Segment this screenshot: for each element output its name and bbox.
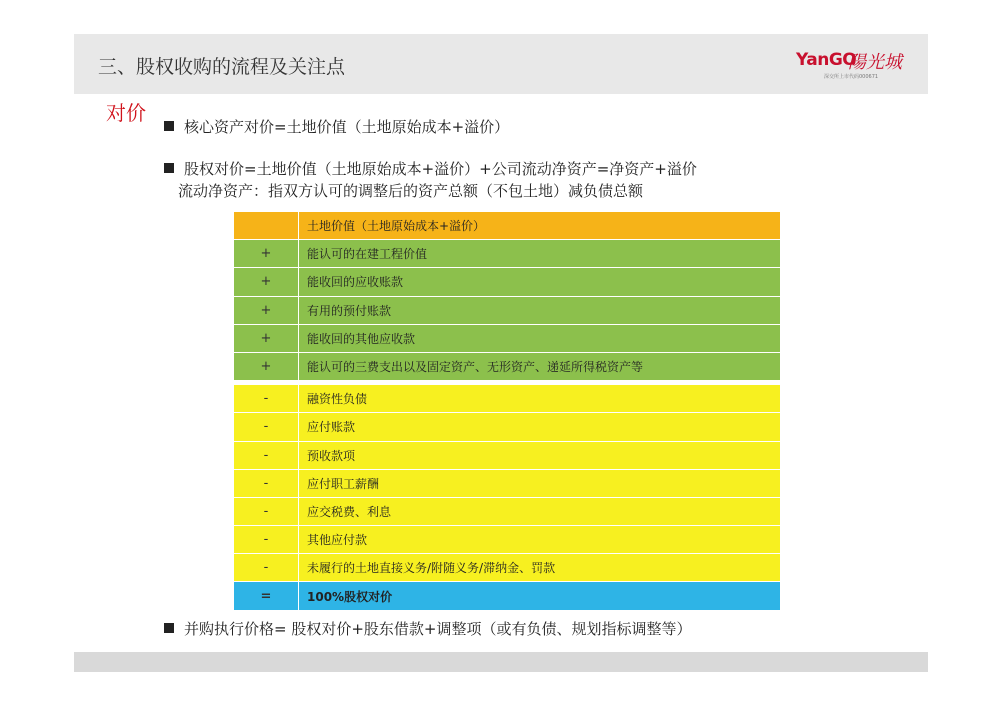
- row-label: 未履行的土地直接义务/附随义务/滞纳金、罚款: [299, 554, 781, 582]
- table-row: [234, 324, 780, 352]
- table-row: [234, 385, 780, 413]
- square-bullet-icon: [164, 121, 174, 131]
- table-row: [234, 469, 780, 497]
- row-sign: [234, 212, 299, 240]
- row-sign: -: [234, 554, 299, 582]
- row-label: 能认可的三费支出以及固定资产、无形资产、递延所得税资产等: [299, 352, 781, 380]
- row-sign: +: [234, 352, 299, 380]
- row-label: 预收款项: [299, 441, 781, 469]
- row-sign: =: [234, 582, 299, 610]
- table-row: [234, 212, 780, 240]
- logo-en-text: YanGO: [796, 50, 857, 70]
- row-label: 应付账款: [299, 413, 781, 441]
- row-label: 能收回的应收账款: [299, 268, 781, 296]
- row-sign: +: [234, 240, 299, 268]
- row-sign: -: [234, 469, 299, 497]
- logo-cn-text: 陽光城: [848, 52, 902, 73]
- square-bullet-icon: [164, 163, 174, 173]
- row-label: 应付职工薪酬: [299, 469, 781, 497]
- valuation-table: [234, 212, 780, 611]
- square-bullet-icon: [164, 623, 174, 633]
- bullet-subtext: 流动净资产：指双方认可的调整后的资产总额（不包土地）减负债总额: [178, 182, 644, 200]
- table-row: [234, 296, 780, 324]
- table-row: [234, 554, 780, 582]
- section-label: 对价: [106, 101, 146, 125]
- footer-band: [74, 652, 928, 672]
- row-sign: -: [234, 385, 299, 413]
- table-row: [234, 526, 780, 554]
- table-row: [234, 268, 780, 296]
- bullet-text: 并购执行价格= 股权对价+股东借款+调整项（或有负债、规划指标调整等）: [184, 620, 692, 638]
- row-label: 应交税费、利息: [299, 497, 781, 525]
- bullet-text: 核心资产对价=土地价值（土地原始成本+溢价）: [184, 118, 510, 136]
- row-label: 能收回的其他应收款: [299, 324, 781, 352]
- row-sign: +: [234, 324, 299, 352]
- row-label: 能认可的在建工程价值: [299, 240, 781, 268]
- table-row: [234, 582, 780, 610]
- yango-logo: [796, 48, 916, 88]
- row-sign: +: [234, 296, 299, 324]
- row-label: 土地价值（土地原始成本+溢价）: [299, 212, 781, 240]
- row-sign: -: [234, 526, 299, 554]
- row-label: 100%股权对价: [299, 582, 781, 610]
- bullet-core-asset-price: [164, 118, 509, 137]
- bullet-equity-price: [164, 160, 697, 179]
- logo-subtext: 深交所上市代码000671: [824, 74, 879, 80]
- table-row: [234, 352, 780, 380]
- row-label: 其他应付款: [299, 526, 781, 554]
- row-sign: -: [234, 413, 299, 441]
- table-row: [234, 497, 780, 525]
- bullet-text: 股权对价=土地价值（土地原始成本+溢价）+公司流动净资产=净资产+溢价: [184, 160, 697, 178]
- row-label: 融资性负债: [299, 385, 781, 413]
- page-title: 三、股权收购的流程及关注点: [98, 56, 346, 78]
- row-sign: -: [234, 497, 299, 525]
- row-sign: +: [234, 268, 299, 296]
- table-row: [234, 413, 780, 441]
- row-sign: -: [234, 441, 299, 469]
- row-label: 有用的预付账款: [299, 296, 781, 324]
- table-row: [234, 441, 780, 469]
- table-row: [234, 240, 780, 268]
- bullet-execution-price: [164, 620, 691, 639]
